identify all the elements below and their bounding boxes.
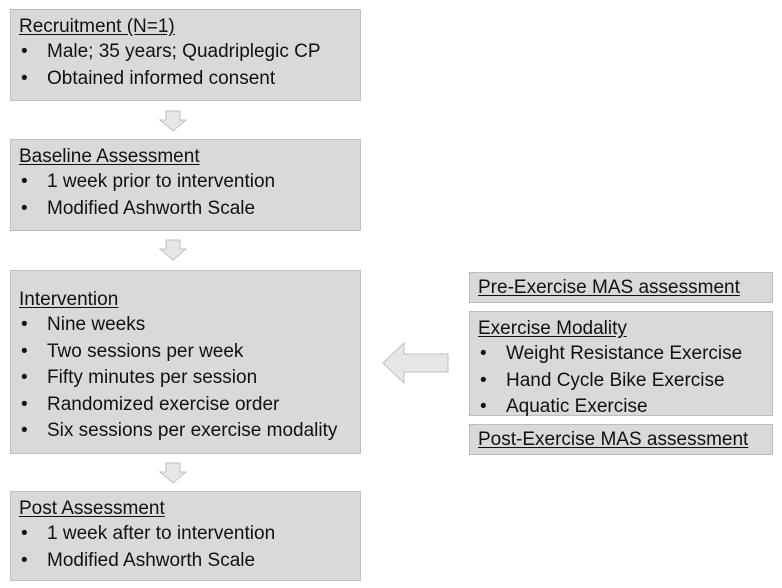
post-exercise-box: [469, 424, 773, 455]
intervention-item: • Two sessions per week: [19, 339, 352, 366]
left-arrow-icon: [382, 342, 450, 384]
recruitment-title: Recruitment (N=1): [19, 16, 175, 37]
pre-exercise-title: Pre-Exercise MAS assessment: [478, 277, 740, 298]
pre-exercise-box: [469, 272, 773, 303]
post-list: [19, 521, 352, 574]
modality-item: • Weight Resistance Exercise: [478, 341, 764, 368]
recruitment-item: • Obtained informed consent: [19, 66, 352, 93]
baseline-title: Baseline Assessment: [19, 146, 200, 167]
intervention-item: • Fifty minutes per session: [19, 365, 352, 392]
down-arrow-icon: [159, 239, 187, 261]
modality-item: • Hand Cycle Bike Exercise: [478, 368, 764, 395]
recruitment-item: • Male; 35 years; Quadriplegic CP: [19, 39, 352, 66]
post-item: • 1 week after to intervention: [19, 521, 352, 548]
post-assessment-box: [10, 491, 361, 581]
intervention-box: [10, 270, 361, 454]
modality-list: [478, 341, 764, 421]
baseline-item: • Modified Ashworth Scale: [19, 196, 352, 223]
post-exercise-title: Post-Exercise MAS assessment: [478, 429, 749, 450]
intervention-item: • Randomized exercise order: [19, 392, 352, 419]
intervention-list: [19, 312, 352, 445]
modality-title: Exercise Modality: [478, 318, 627, 339]
intervention-title: Intervention: [19, 289, 119, 310]
intervention-item: • Nine weeks: [19, 312, 352, 339]
down-arrow-icon: [159, 110, 187, 132]
post-item: • Modified Ashworth Scale: [19, 548, 352, 575]
post-title: Post Assessment: [19, 498, 165, 519]
down-arrow-icon: [159, 462, 187, 484]
recruitment-box: [10, 9, 361, 101]
exercise-modality-box: [469, 311, 773, 416]
baseline-list: [19, 169, 352, 222]
baseline-item: • 1 week prior to intervention: [19, 169, 352, 196]
baseline-assessment-box: [10, 139, 361, 231]
recruitment-list: [19, 39, 352, 92]
intervention-item: • Six sessions per exercise modality: [19, 418, 352, 445]
modality-item: • Aquatic Exercise: [478, 394, 764, 421]
